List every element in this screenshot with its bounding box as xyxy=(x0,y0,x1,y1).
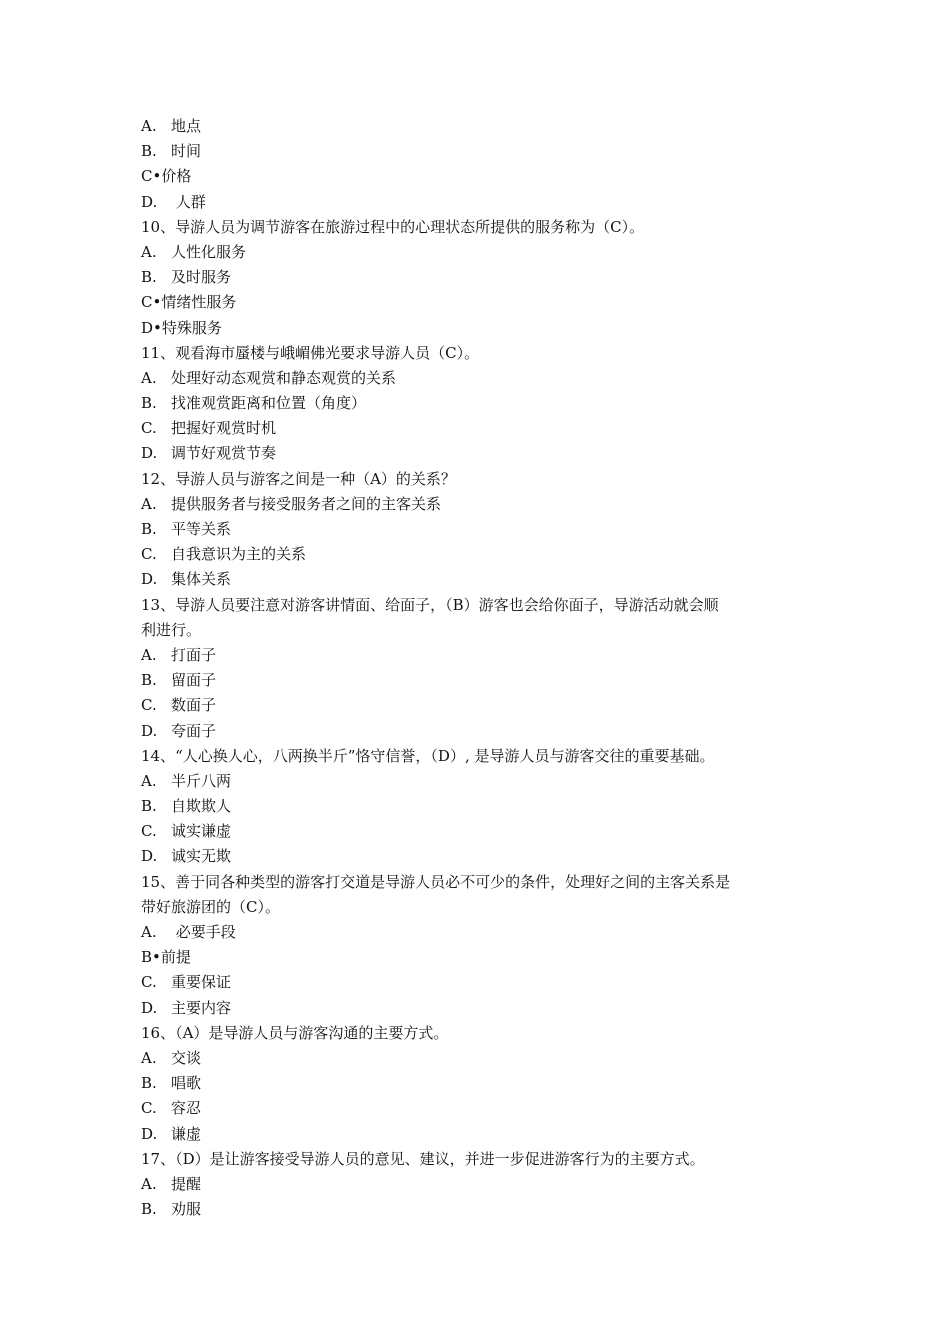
answer-option xyxy=(141,970,821,995)
answer-option xyxy=(141,794,821,819)
answer-option xyxy=(141,240,821,265)
question-text: 10、导游人员为调节游客在旅游过程中的心理状态所提供的服务称为（C）。 xyxy=(141,217,645,236)
question-list xyxy=(141,114,821,1222)
option-text: 容忍 xyxy=(171,1099,202,1118)
answer-option xyxy=(141,1197,821,1222)
option-letter: A. xyxy=(141,117,157,135)
option-letter: D. xyxy=(141,998,158,1017)
answer-option xyxy=(141,567,821,592)
option-text: 平等关系 xyxy=(171,520,232,538)
option-text: 处理好动态观赏和静态观赏的关系 xyxy=(171,368,397,387)
option-text: 人群 xyxy=(171,192,206,211)
option-letter: A. xyxy=(141,242,157,261)
answer-option xyxy=(141,441,821,466)
option-letter: C. xyxy=(141,419,157,438)
question-text: 11、观看海市蜃楼与峨嵋佛光要求导游人员（C）。 xyxy=(141,343,480,362)
option-text: 提供服务者与接受服务者之间的主客关系 xyxy=(171,494,442,513)
option-text: 地点 xyxy=(171,117,202,135)
option-text: 半斤八两 xyxy=(171,771,232,790)
question-text: 14、“人心换人心，八两换半斤”恪守信誉，（D）, 是导游人员与游客交往的重要基础。 xyxy=(141,746,715,765)
answer-option xyxy=(141,819,821,844)
option-letter: B. xyxy=(141,1200,157,1219)
option-text: 人性化服务 xyxy=(171,242,247,261)
option-text: 找准观赏距离和位置（角度） xyxy=(171,394,367,413)
option-letter: B. xyxy=(141,797,157,816)
option-letter: A. xyxy=(141,368,157,387)
answer-option xyxy=(141,265,821,290)
option-text: 及时服务 xyxy=(171,268,232,287)
option-letter: B. xyxy=(141,268,157,287)
answer-option xyxy=(141,769,821,794)
option-letter: C• xyxy=(141,167,162,186)
option-letter: A. xyxy=(141,1048,157,1067)
option-letter: B• xyxy=(141,948,161,967)
option-letter: D. xyxy=(141,192,158,211)
answer-option xyxy=(141,114,821,139)
answer-option xyxy=(141,643,821,668)
option-letter: A. xyxy=(141,645,157,664)
answer-option xyxy=(141,316,821,341)
answer-option xyxy=(141,668,821,693)
option-letter: B. xyxy=(141,520,157,538)
answer-option xyxy=(141,164,821,189)
answer-option xyxy=(141,492,821,517)
option-letter: A. xyxy=(141,494,157,513)
answer-option xyxy=(141,366,821,391)
option-letter: C. xyxy=(141,545,157,564)
option-text: 夸面子 xyxy=(171,721,217,740)
question-text: 利进行。 xyxy=(141,620,202,639)
option-text: 自我意识为主的关系 xyxy=(171,545,307,564)
option-letter: D. xyxy=(141,847,158,866)
option-text: 必要手段 xyxy=(171,923,236,941)
option-letter: B. xyxy=(141,1074,157,1093)
answer-option xyxy=(141,844,821,869)
option-text: 劝服 xyxy=(171,1200,202,1219)
answer-option xyxy=(141,416,821,441)
option-text: 提醒 xyxy=(171,1174,202,1193)
option-text: 交谈 xyxy=(171,1048,202,1067)
answer-option xyxy=(141,945,821,970)
option-text: 诚实无欺 xyxy=(171,847,232,866)
answer-option xyxy=(141,1172,821,1197)
question-text: 12、导游人员与游客之间是一种（A）的关系？ xyxy=(141,469,456,488)
option-letter: C. xyxy=(141,973,157,992)
answer-option xyxy=(141,290,821,315)
option-letter: D. xyxy=(141,444,158,463)
option-letter: A. xyxy=(141,923,157,941)
option-letter: B. xyxy=(141,671,157,690)
answer-option xyxy=(141,1071,821,1096)
answer-option xyxy=(141,719,821,744)
question-text: 15、善于同各种类型的游客打交道是导游人员必不可少的条件，处理好之间的主客关系是 xyxy=(141,872,731,891)
question-text: 13、导游人员要注意对游客讲情面、给面子，（B）游客也会给你面子，导游活动就会顺 xyxy=(141,595,719,614)
option-letter: D. xyxy=(141,721,158,740)
option-text: 自欺欺人 xyxy=(171,797,232,816)
option-text: 谦虚 xyxy=(171,1124,202,1143)
option-text: 诚实谦虚 xyxy=(171,822,232,841)
option-letter: B. xyxy=(141,142,157,161)
answer-option xyxy=(141,391,821,416)
option-text: 留面子 xyxy=(171,671,217,690)
option-text: 唱歌 xyxy=(171,1074,202,1093)
option-letter: D• xyxy=(141,318,162,337)
option-text: 调节好观赏节奏 xyxy=(171,444,277,463)
option-letter: A. xyxy=(141,1174,157,1193)
option-letter: C. xyxy=(141,1099,157,1118)
option-text: 把握好观赏时机 xyxy=(171,419,277,438)
answer-option xyxy=(141,996,821,1021)
option-text: 主要内容 xyxy=(171,998,232,1017)
option-text: 集体关系 xyxy=(171,570,232,589)
option-text: 时间 xyxy=(171,142,202,161)
answer-option xyxy=(141,517,821,542)
option-text: 重要保证 xyxy=(171,973,232,992)
option-letter: B. xyxy=(141,394,157,413)
answer-option xyxy=(141,1096,821,1121)
option-text: 情绪性服务 xyxy=(161,293,237,312)
answer-option xyxy=(141,190,821,215)
question-text: 17、（D）是让游客接受导游人员的意见、建议，并进一步促进游客行为的主要方式。 xyxy=(141,1149,705,1168)
option-letter: A. xyxy=(141,771,157,790)
option-text: 价格 xyxy=(161,167,192,186)
answer-option xyxy=(141,693,821,718)
option-text: 数面子 xyxy=(171,696,217,715)
answer-option xyxy=(141,1046,821,1071)
option-text: 特殊服务 xyxy=(161,318,222,337)
option-letter: D. xyxy=(141,1124,158,1143)
option-text: 打面子 xyxy=(171,645,217,664)
option-letter: C. xyxy=(141,696,157,715)
option-letter: C• xyxy=(141,293,162,312)
answer-option xyxy=(141,542,821,567)
option-text: 前提 xyxy=(160,948,191,967)
answer-option xyxy=(141,920,821,945)
question-text: 带好旅游团的（C）。 xyxy=(141,897,280,916)
option-letter: C. xyxy=(141,822,157,841)
question-text: 16、（A）是导游人员与游客沟通的主要方式。 xyxy=(141,1023,449,1042)
option-letter: D. xyxy=(141,570,158,589)
answer-option xyxy=(141,139,821,164)
answer-option xyxy=(141,1122,821,1147)
